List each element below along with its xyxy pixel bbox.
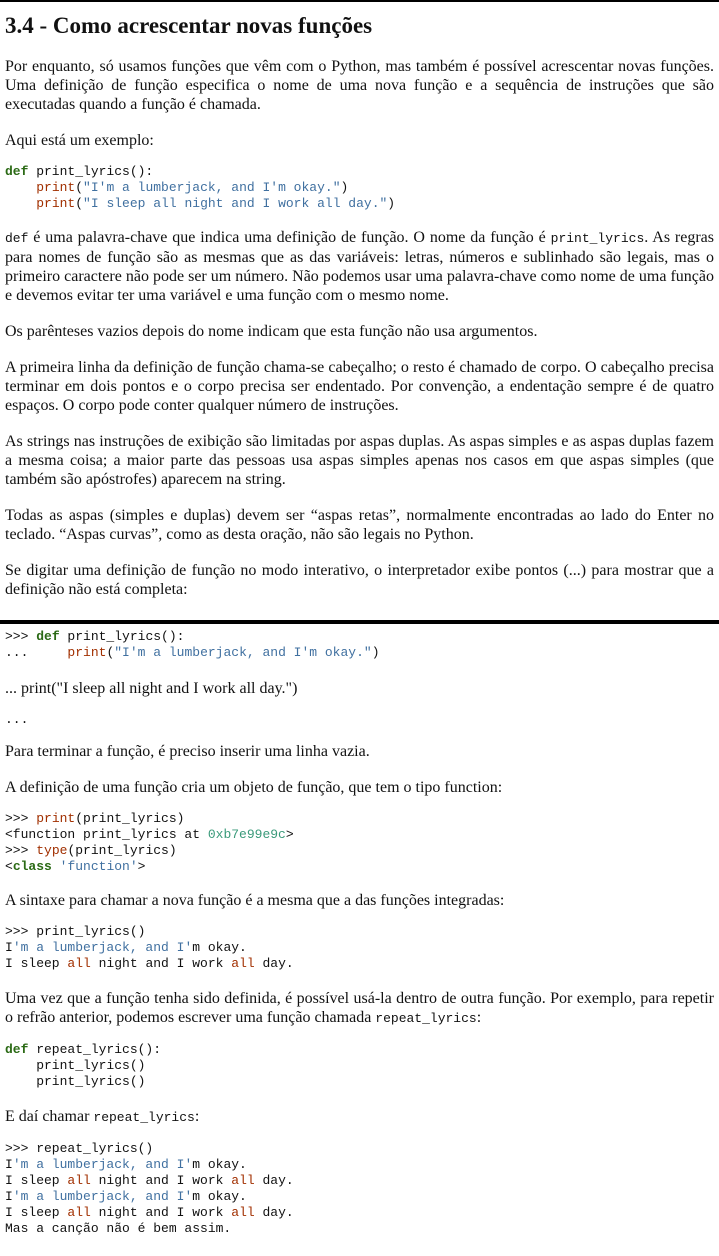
paragraph-empty-line: Para terminar a função, é preciso inserir uma linha vazia. bbox=[5, 743, 370, 760]
top-rule bbox=[0, 0, 719, 2]
separator-bar bbox=[0, 620, 719, 624]
lower-section bbox=[5, 629, 714, 1237]
document-body bbox=[0, 0, 719, 599]
code-block-repeat-call: >>> repeat_lyrics() I'm a lumberjack, and I'm okay. I sleep all night and I work all day. I'm a lumberjack, and I'm okay. I sleep all night and I work all day. Mas a canção não é bem assim. bbox=[5, 1141, 294, 1236]
paragraph-example-lead: Aqui está um exemplo: bbox=[5, 132, 154, 149]
paragraph-call-syntax: A sintaxe para chamar a nova função é a mesma que a das funções integradas: bbox=[5, 892, 505, 909]
code-block-type: >>> print(print_lyrics) <function print_lyrics at 0xb7e99e9c> >>> type(print_lyrics) <class 'function'> bbox=[5, 811, 294, 874]
code-block-interactive: >>> def print_lyrics(): ... print("I'm a lumberjack, and I'm okay.") bbox=[5, 629, 380, 660]
code-block-repeat-def: def repeat_lyrics(): print_lyrics() print_lyrics() bbox=[5, 1042, 162, 1089]
code-block-call: >>> print_lyrics() I'm a lumberjack, and I'm okay. I sleep all night and I work all day. bbox=[5, 924, 294, 971]
paragraph-continuation-line: ... print("I sleep all night and I work all day.") bbox=[5, 680, 298, 697]
code-block-definition: def print_lyrics(): print("I'm a lumberjack, and I'm okay.") print("I sleep all night and I work all day.") bbox=[5, 164, 396, 211]
paragraph-reuse: Uma vez que a função tenha sido definida, é possível usá-la dentro de outra função. Por exemplo, para repetir o refrão anterior, podemos escrever uma função chamada repeat_lyrics: bbox=[5, 990, 714, 1026]
paragraph-quotes: Todas as aspas (simples e duplas) devem ser “aspas retas”, normalmente encontradas ao lado do Enter no teclado. “Aspas curvas”, como as desta oração, não são legais no Python. bbox=[5, 507, 714, 543]
inline-code-print-lyrics: print_lyrics bbox=[550, 231, 645, 246]
inline-code-def: def bbox=[5, 231, 29, 246]
paragraph-interactive: Se digitar uma definição de função no modo interativo, o interpretador exibe pontos (...) para mostrar que a definição não está completa: bbox=[5, 562, 714, 598]
paragraph-parentheses: Os parênteses vazios depois do nome indicam que esta função não usa argumentos. bbox=[5, 323, 538, 340]
paragraph-then-call: E daí chamar repeat_lyrics: bbox=[5, 1108, 200, 1125]
paragraph-function-object: A definição de uma função cria um objeto de função, que tem o tipo function: bbox=[5, 779, 503, 796]
paragraph-strings: As strings nas instruções de exibição são limitadas por aspas duplas. As aspas simples e as aspas duplas fazem a mesma coisa; a maior parte das pessoas usa aspas simples apenas nos casos em que aspas simples (que também são apóstrofes) aparecem na string. bbox=[5, 433, 714, 488]
paragraph-header-body: A primeira linha da definição de função chama-se cabeçalho; o resto é chamado de corpo. O cabeçalho precisa terminar em dois pontos e o corpo precisa ser endentado. Por convenção, a endentação sempre é de quatro espaços. O corpo pode conter qualquer número de instruções. bbox=[5, 359, 714, 414]
paragraph-def-keyword: def é uma palavra-chave que indica uma definição de função. O nome da função é print_lyrics. As regras para nomes de função são as mesmas que as das variáveis: letras, números e sublinhado são legais, mas o primeiro caractere não pode ser um número. Não podemos usar uma palavra-chave como nome de uma função e devemos evitar ter uma variável e uma função com o mesmo nome. bbox=[5, 229, 715, 304]
inline-code-repeat-lyrics: repeat_lyrics bbox=[375, 1011, 477, 1026]
continuation-dots: ... bbox=[5, 712, 29, 727]
section-title: 3.4 - Como acrescentar novas funções bbox=[5, 13, 373, 38]
inline-code-repeat-lyrics-2: repeat_lyrics bbox=[93, 1110, 195, 1125]
paragraph-intro: Por enquanto, só usamos funções que vêm com o Python, mas também é possível acrescentar novas funções. Uma definição de função especifica o nome de uma nova função e a sequência de instruções que são executadas quando a função é chamada. bbox=[5, 58, 714, 113]
